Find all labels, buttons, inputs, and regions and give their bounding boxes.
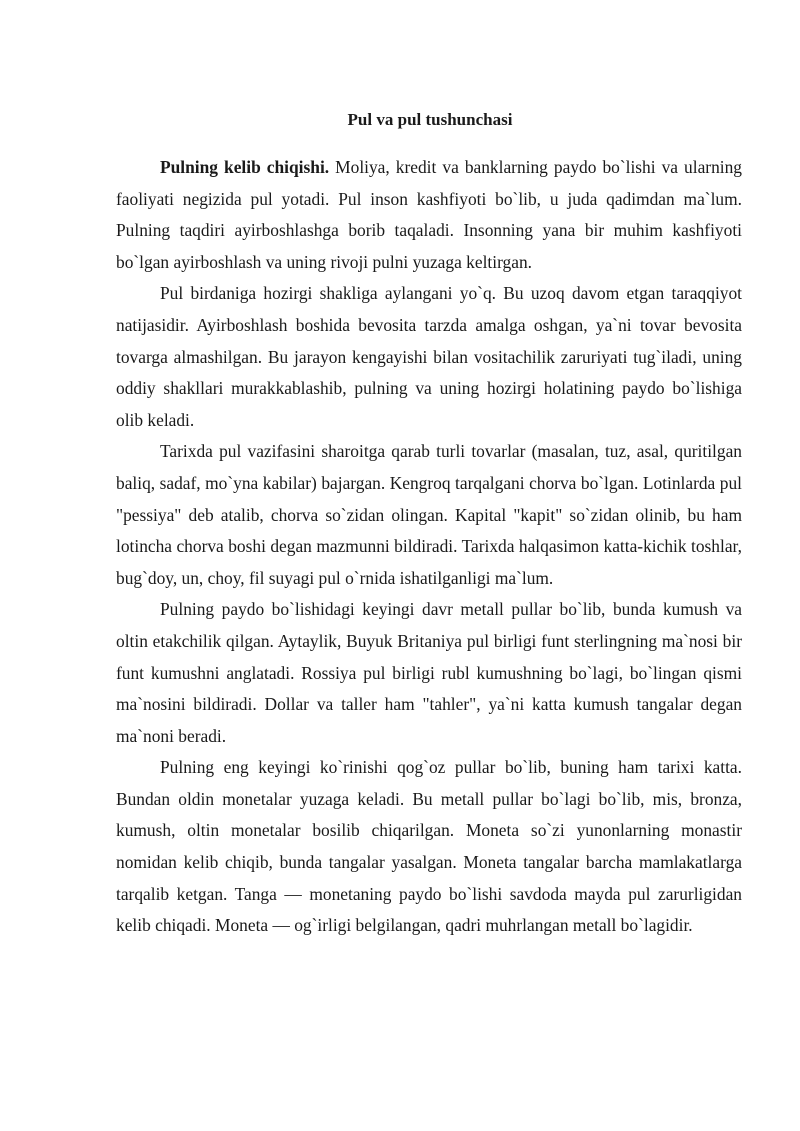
paragraph-text: Pulning eng keyingi ko`rinishi qog`oz pullar bo`lib, buning ham tarixi katta. Bundan oldin monetalar yuzaga keladi. Bu metall pullar bo`lagi bo`lib, mis, bronza, kumush, oltin monetalar bosilib chiqarilgan. Moneta so`zi yunonlarning monastir nomidan kelib chiqib, bunda tangalar yasalgan. Moneta tangalar barcha mamlakatlarga tarqalib ketgan. Tanga — monetaning paydo bo`lishi savdoda mayda pul zarurligidan kelib chiqadi. Moneta — og`irligi belgilangan, qadri muhrlangan metall bo`lagidir.: [116, 757, 742, 936]
paragraph: [116, 278, 742, 436]
paragraph-lead-heading: Pulning kelib chiqishi.: [160, 157, 330, 177]
paragraph: [116, 152, 742, 278]
paragraph-text: Pulning paydo bo`lishidagi keyingi davr metall pullar bo`lib, bunda kumush va oltin etakchilik qilgan. Aytaylik, Buyuk Britaniya pul birligi funt sterlingning ma`nosi bir funt kumushni anglatadi. Rossiya pul birligi rubl kumushning bo`lagi, bo`lingan qismi ma`nosini bildiradi. Dollar va taller ham "tahler", ya`ni katta kumush tangalar degan ma`noni beradi.: [116, 599, 742, 746]
document-body: [116, 152, 742, 942]
paragraph-text: Pul birdaniga hozirgi shakliga aylangani yo`q. Bu uzoq davom etgan taraqqiyot natijasidir. Ayirboshlash boshida bevosita tarzda amalga oshgan, ya`ni tovar bevosita tovarga almashilgan. Bu jarayon kengayishi bilan vositachilik zaruriyati tug`iladi, uning oddiy shakllari murakkablashib, pulning va uning hozirgi holatining paydo bo`lishiga olib keladi.: [116, 283, 742, 430]
paragraph-text: Moliya, kredit va banklarning paydo bo`lishi va ularning faoliyati negizida pul yotadi. Pul inson kashfiyoti bo`lib, u juda qadimdan ma`lum. Pulning taqdiri ayirboshlashga borib taqaladi. Insonning yana bir muhim kashfiyoti bo`lgan ayirboshlash va uning rivoji pulni yuzaga keltirgan.: [116, 157, 743, 272]
paragraph: [116, 752, 742, 942]
paragraph: [116, 436, 742, 594]
paragraph-text: Tarixda pul vazifasini sharoitga qarab turli tovarlar (masalan, tuz, asal, quritilgan baliq, sadaf, mo`yna kabilar) bajargan. Kengroq tarqalgani chorva bo`lgan. Lotinlarda pul "pessiya" deb atalib, chorva so`zidan olingan. Kapital "kapit" so`zidan olinib, bu ham lotincha chorva boshi degan mazmunni bildiradi. Tarixda halqasimon katta-kichik toshlar, bug`doy, un, choy, fil suyagi pul o`rnida ishatilganligi ma`lum.: [116, 441, 742, 588]
document-title: Pul va pul tushunchasi: [347, 110, 513, 129]
paragraph: [116, 594, 742, 752]
